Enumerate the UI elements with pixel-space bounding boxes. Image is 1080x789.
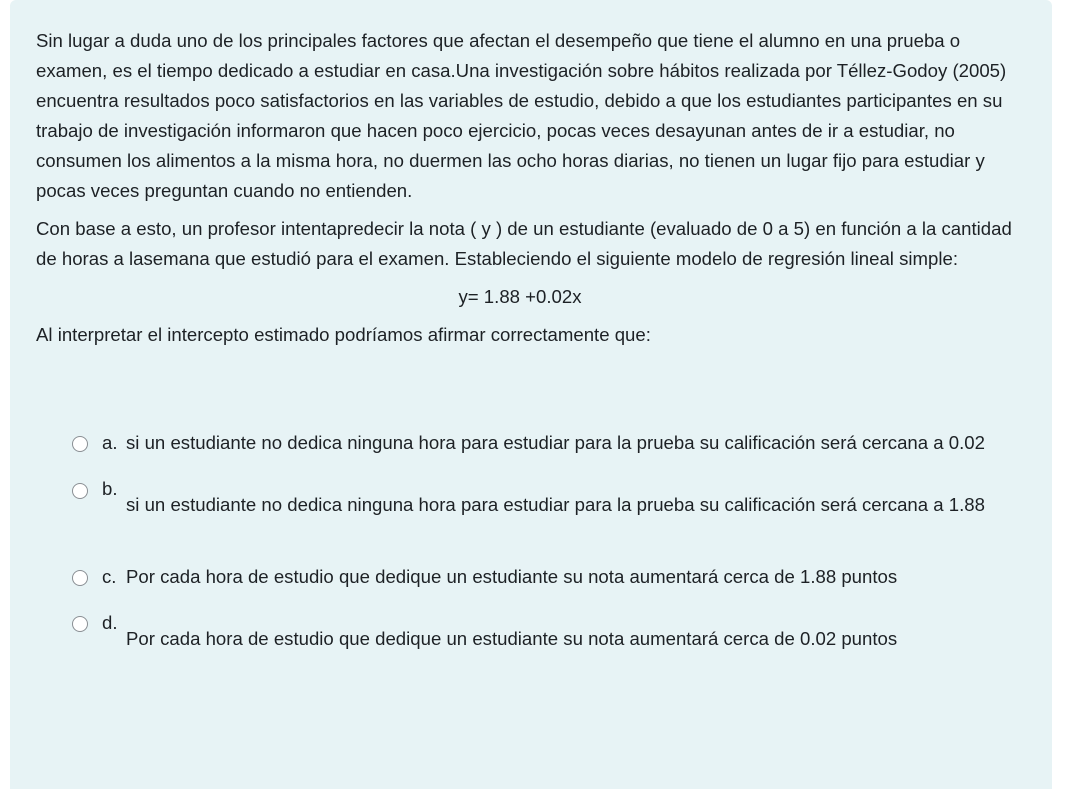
- question-prompt: Al interpretar el intercepto estimado podríamos afirmar correctamente que:: [36, 324, 651, 345]
- question-paragraph-2: Con base a esto, un profesor intentapredecir la nota ( y ) de un estudiante (evaluado de 0 a 5) en función a la cantidad de horas a lasemana que estudió para el examen. Estableciendo el siguiente modelo de regresión lineal simple:: [36, 218, 1012, 269]
- answer-option-a[interactable]: [36, 428, 1012, 458]
- radio-button-a[interactable]: [72, 436, 88, 452]
- answer-letter: b.: [102, 478, 118, 499]
- radio-button-d[interactable]: [72, 616, 88, 632]
- radio-button-c[interactable]: [72, 570, 88, 586]
- answer-text[interactable]: Por cada hora de estudio que dedique un estudiante su nota aumentará cerca de 1.88 puntos: [126, 566, 898, 587]
- answer-text[interactable]: Por cada hora de estudio que dedique un estudiante su nota aumentará cerca de 0.02 puntos: [126, 628, 898, 649]
- radio-button-b[interactable]: [72, 483, 88, 499]
- question-panel: [10, 0, 1052, 789]
- answer-letter: d.: [102, 612, 118, 633]
- answer-option-c[interactable]: [36, 562, 1012, 592]
- regression-formula: y= 1.88 +0.02x: [458, 286, 582, 307]
- answer-option-d[interactable]: [36, 614, 1012, 654]
- question-paragraph-1: Sin lugar a duda uno de los principales factores que afectan el desempeño que tiene el alumno en una prueba o examen, es el tiempo dedicado a estudiar en casa.Una investigación sobre hábitos realizada por Téllez-Godoy (2005) encuentra resultados poco satisfactorios en las variables de estudio, debido a que los estudiantes participantes en su trabajo de investigación informaron que hacen poco ejercicio, pocas veces desayunan antes de ir a estudiar, no consumen los alimentos a la misma hora, no duermen las ocho horas diarias, no tienen un lugar fijo para estudiar y pocas veces preguntan cuando no entienden.: [36, 30, 1007, 201]
- answer-option-b[interactable]: [36, 480, 1012, 520]
- answer-text[interactable]: si un estudiante no dedica ninguna hora para estudiar para la prueba su calificación será cercana a 0.02: [126, 432, 985, 453]
- answer-letter: c.: [102, 566, 117, 587]
- answer-text[interactable]: si un estudiante no dedica ninguna hora para estudiar para la prueba su calificación será cercana a 1.88: [126, 494, 985, 515]
- answer-list: [36, 428, 1012, 654]
- answer-letter: a.: [102, 432, 118, 453]
